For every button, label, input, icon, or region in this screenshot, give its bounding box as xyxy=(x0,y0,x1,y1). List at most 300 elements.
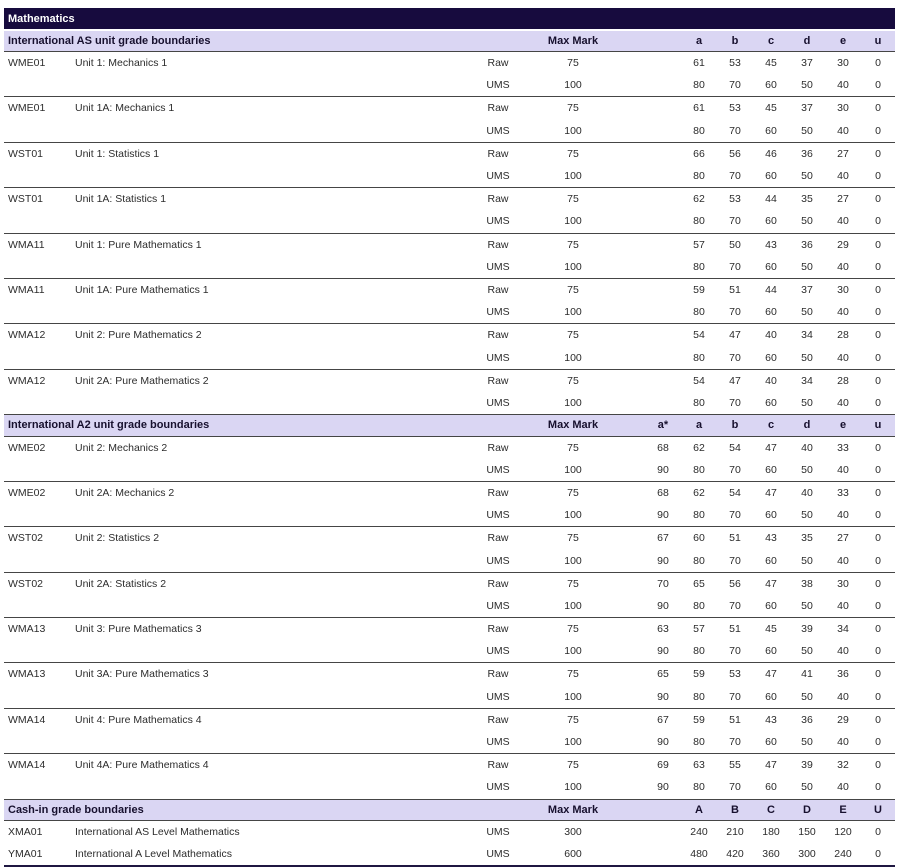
mark-type: Raw xyxy=(471,239,525,251)
grade-boundary-value: 27 xyxy=(825,532,861,544)
grade-boundary-value: 47 xyxy=(753,668,789,680)
unit-group xyxy=(4,324,895,369)
unit-title: International A Level Mathematics xyxy=(71,848,471,860)
unit-group xyxy=(4,437,895,482)
max-mark-value: 100 xyxy=(525,170,621,182)
grade-boundary-value: 70 xyxy=(717,79,753,91)
grade-boundary-value: 60 xyxy=(753,125,789,137)
mark-type: Raw xyxy=(471,375,525,387)
unit-group xyxy=(4,143,895,188)
grade-boundary-value: 240 xyxy=(825,848,861,860)
max-mark-value: 100 xyxy=(525,397,621,409)
grade-boundary-value: 0 xyxy=(861,487,895,499)
max-mark-value: 75 xyxy=(525,193,621,205)
unit-title: Unit 2: Mechanics 2 xyxy=(71,442,471,454)
section-as xyxy=(4,31,895,416)
grade-boundary-row xyxy=(4,709,895,731)
grade-boundary-value: 50 xyxy=(789,509,825,521)
mark-type: Raw xyxy=(471,668,525,680)
grade-boundary-value: 53 xyxy=(717,102,753,114)
mark-type: UMS xyxy=(471,306,525,318)
grade-boundary-value: 60 xyxy=(681,532,717,544)
grade-boundary-row xyxy=(4,165,895,187)
grade-boundary-value: 0 xyxy=(861,555,895,567)
grade-boundary-value: 0 xyxy=(861,215,895,227)
mark-type: UMS xyxy=(471,261,525,273)
grade-boundary-value: 60 xyxy=(753,691,789,703)
unit-title: Unit 2: Pure Mathematics 2 xyxy=(71,329,471,341)
grade-boundary-value: 34 xyxy=(825,623,861,635)
grade-boundary-value: 0 xyxy=(861,442,895,454)
unit-code: WMA13 xyxy=(4,668,71,680)
grade-column-header: a xyxy=(681,35,717,47)
grade-boundary-row xyxy=(4,821,895,843)
grade-boundary-value: 0 xyxy=(861,397,895,409)
grade-boundary-value: 70 xyxy=(717,397,753,409)
mark-type: UMS xyxy=(471,826,525,838)
grade-boundary-value: 38 xyxy=(789,578,825,590)
grade-boundary-row xyxy=(4,640,895,662)
grade-boundary-value: 0 xyxy=(861,600,895,612)
grade-boundary-value: 60 xyxy=(753,170,789,182)
grade-boundary-value: 39 xyxy=(789,759,825,771)
grade-boundary-row xyxy=(4,663,895,685)
grade-boundary-row xyxy=(4,392,895,414)
grade-column-header: b xyxy=(717,419,753,431)
grade-boundary-value: 0 xyxy=(861,668,895,680)
grade-boundary-value: 54 xyxy=(717,442,753,454)
grade-boundary-value: 70 xyxy=(717,464,753,476)
unit-group xyxy=(4,234,895,279)
grade-boundary-value: 0 xyxy=(861,623,895,635)
unit-group xyxy=(4,663,895,708)
grade-boundary-value: 51 xyxy=(717,532,753,544)
grade-boundary-value: 40 xyxy=(825,691,861,703)
max-mark-value: 75 xyxy=(525,102,621,114)
max-mark-value: 600 xyxy=(525,848,621,860)
grade-boundary-value: 80 xyxy=(681,125,717,137)
grade-boundary-value: 50 xyxy=(789,691,825,703)
section-title: Cash-in grade boundaries xyxy=(4,804,471,816)
grade-boundary-value: 0 xyxy=(861,193,895,205)
grade-boundary-value: 70 xyxy=(717,781,753,793)
unit-group xyxy=(4,618,895,663)
grade-boundary-value: 0 xyxy=(861,352,895,364)
grade-column-header: u xyxy=(861,35,895,47)
section-a2 xyxy=(4,415,895,800)
grade-column-header: D xyxy=(789,804,825,816)
grade-boundary-value: 80 xyxy=(681,509,717,521)
max-mark-value: 75 xyxy=(525,578,621,590)
section-header-as xyxy=(4,31,895,53)
unit-title: Unit 2A: Mechanics 2 xyxy=(71,487,471,499)
grade-boundary-value: 50 xyxy=(789,125,825,137)
max-mark-value: 300 xyxy=(525,826,621,838)
grade-boundary-value: 40 xyxy=(825,306,861,318)
grade-boundary-value: 50 xyxy=(789,170,825,182)
grade-boundary-value: 80 xyxy=(681,79,717,91)
grade-boundary-value: 40 xyxy=(825,736,861,748)
grade-column-header: u xyxy=(861,419,895,431)
grade-boundary-value: 62 xyxy=(681,442,717,454)
max-mark-value: 75 xyxy=(525,329,621,341)
grade-boundary-value: 80 xyxy=(681,600,717,612)
grade-boundary-value: 50 xyxy=(789,79,825,91)
grade-boundary-row xyxy=(4,234,895,256)
max-mark-value: 100 xyxy=(525,352,621,364)
grade-boundary-value: 0 xyxy=(861,284,895,296)
grade-boundary-value: 61 xyxy=(681,57,717,69)
unit-title: Unit 1: Mechanics 1 xyxy=(71,57,471,69)
grade-boundary-value: 0 xyxy=(861,759,895,771)
grade-boundary-value: 90 xyxy=(645,691,681,703)
grade-boundary-value: 47 xyxy=(717,375,753,387)
grade-boundary-row xyxy=(4,776,895,798)
grade-boundary-row xyxy=(4,754,895,776)
mark-type: UMS xyxy=(471,555,525,567)
grade-boundary-value: 30 xyxy=(825,57,861,69)
max-mark-value: 100 xyxy=(525,736,621,748)
grade-boundary-value: 37 xyxy=(789,57,825,69)
grade-boundary-value: 47 xyxy=(753,487,789,499)
grade-column-header: E xyxy=(825,804,861,816)
mark-type: UMS xyxy=(471,509,525,521)
grade-column-header: A xyxy=(681,804,717,816)
mark-type: UMS xyxy=(471,781,525,793)
section-cash-in xyxy=(4,800,895,866)
unit-title: Unit 1A: Mechanics 1 xyxy=(71,102,471,114)
grade-column-header: a* xyxy=(645,419,681,431)
grade-boundary-row xyxy=(4,143,895,165)
max-mark-value: 75 xyxy=(525,239,621,251)
unit-code: WST01 xyxy=(4,148,71,160)
unit-group xyxy=(4,843,895,865)
unit-code: YMA01 xyxy=(4,848,71,860)
grade-boundary-value: 70 xyxy=(717,736,753,748)
section-title: International AS unit grade boundaries xyxy=(4,35,471,47)
grade-boundary-value: 0 xyxy=(861,102,895,114)
grade-boundary-row xyxy=(4,279,895,301)
mark-type: UMS xyxy=(471,848,525,860)
grade-boundary-row xyxy=(4,324,895,346)
grade-boundary-value: 0 xyxy=(861,826,895,838)
grade-boundary-value: 70 xyxy=(645,578,681,590)
grade-boundary-value: 80 xyxy=(681,215,717,227)
grade-boundary-value: 60 xyxy=(753,781,789,793)
unit-group xyxy=(4,188,895,233)
grade-boundary-row xyxy=(4,843,895,865)
mark-type: UMS xyxy=(471,125,525,137)
grade-boundary-value: 50 xyxy=(789,464,825,476)
grade-boundary-value: 46 xyxy=(753,148,789,160)
unit-code: WMA13 xyxy=(4,623,71,635)
grade-boundary-row xyxy=(4,459,895,481)
mark-type: Raw xyxy=(471,487,525,499)
unit-group xyxy=(4,370,895,415)
unit-title: Unit 1A: Statistics 1 xyxy=(71,193,471,205)
grade-boundary-value: 54 xyxy=(681,329,717,341)
max-mark-value: 75 xyxy=(525,623,621,635)
grade-boundary-value: 51 xyxy=(717,623,753,635)
grade-boundary-value: 80 xyxy=(681,397,717,409)
grade-boundary-value: 65 xyxy=(681,578,717,590)
unit-group xyxy=(4,527,895,572)
grade-boundary-value: 40 xyxy=(825,600,861,612)
grade-boundary-value: 40 xyxy=(825,170,861,182)
unit-code: WME01 xyxy=(4,57,71,69)
grade-boundary-value: 60 xyxy=(753,600,789,612)
grade-boundary-value: 90 xyxy=(645,736,681,748)
unit-title: Unit 1A: Pure Mathematics 1 xyxy=(71,284,471,296)
mark-type: Raw xyxy=(471,532,525,544)
mark-type: UMS xyxy=(471,352,525,364)
grade-boundary-value: 29 xyxy=(825,714,861,726)
grade-boundary-value: 120 xyxy=(825,826,861,838)
grade-boundary-value: 0 xyxy=(861,848,895,860)
grade-boundary-value: 28 xyxy=(825,375,861,387)
max-mark-value: 100 xyxy=(525,261,621,273)
unit-code: WST02 xyxy=(4,578,71,590)
grade-boundary-value: 50 xyxy=(789,736,825,748)
max-mark-value: 100 xyxy=(525,691,621,703)
max-mark-value: 75 xyxy=(525,375,621,387)
grade-boundary-value: 150 xyxy=(789,826,825,838)
grade-boundary-value: 90 xyxy=(645,781,681,793)
unit-title: Unit 3: Pure Mathematics 3 xyxy=(71,623,471,635)
section-header-a2 xyxy=(4,415,895,437)
grade-boundary-value: 90 xyxy=(645,509,681,521)
grade-boundary-value: 50 xyxy=(789,397,825,409)
grade-boundary-value: 32 xyxy=(825,759,861,771)
mark-type: UMS xyxy=(471,736,525,748)
grade-boundary-value: 40 xyxy=(825,645,861,657)
mark-type: UMS xyxy=(471,464,525,476)
grade-boundary-row xyxy=(4,346,895,368)
grade-boundary-value: 480 xyxy=(681,848,717,860)
grade-boundary-value: 0 xyxy=(861,148,895,160)
grade-boundary-row xyxy=(4,573,895,595)
unit-group xyxy=(4,482,895,527)
grade-boundary-value: 90 xyxy=(645,645,681,657)
max-mark-value: 75 xyxy=(525,668,621,680)
grade-boundary-value: 0 xyxy=(861,375,895,387)
grade-boundary-value: 44 xyxy=(753,193,789,205)
grade-boundary-value: 50 xyxy=(789,261,825,273)
grade-boundary-value: 70 xyxy=(717,170,753,182)
grade-boundary-value: 30 xyxy=(825,578,861,590)
grade-boundary-value: 40 xyxy=(825,555,861,567)
grade-boundary-value: 57 xyxy=(681,623,717,635)
grade-boundary-row xyxy=(4,595,895,617)
max-mark-value: 75 xyxy=(525,148,621,160)
grade-boundary-row xyxy=(4,370,895,392)
grade-boundary-value: 240 xyxy=(681,826,717,838)
grade-boundary-value: 40 xyxy=(825,397,861,409)
grade-boundary-value: 50 xyxy=(789,555,825,567)
unit-code: WMA11 xyxy=(4,284,71,296)
subject-title-bar xyxy=(4,8,895,29)
grade-boundary-value: 45 xyxy=(753,102,789,114)
mark-type: UMS xyxy=(471,215,525,227)
grade-boundary-value: 60 xyxy=(753,261,789,273)
grade-boundary-value: 47 xyxy=(717,329,753,341)
grade-boundary-value: 50 xyxy=(789,215,825,227)
grade-boundary-value: 0 xyxy=(861,170,895,182)
grade-boundary-value: 60 xyxy=(753,352,789,364)
grade-boundary-value: 40 xyxy=(825,352,861,364)
subject-title: Mathematics xyxy=(8,13,75,25)
grade-column-header: d xyxy=(789,35,825,47)
mark-type: UMS xyxy=(471,645,525,657)
unit-title: Unit 1: Statistics 1 xyxy=(71,148,471,160)
grade-boundary-value: 40 xyxy=(825,79,861,91)
grade-boundary-row xyxy=(4,686,895,708)
grade-boundary-row xyxy=(4,256,895,278)
grade-boundary-row xyxy=(4,52,895,74)
unit-group xyxy=(4,709,895,754)
grade-boundary-value: 40 xyxy=(753,375,789,387)
grade-column-header: U xyxy=(861,804,895,816)
grade-boundary-value: 33 xyxy=(825,442,861,454)
grade-boundary-value: 50 xyxy=(789,600,825,612)
grade-boundary-value: 39 xyxy=(789,623,825,635)
grade-boundary-value: 40 xyxy=(825,509,861,521)
max-mark-column-header: Max Mark xyxy=(525,35,621,47)
grade-boundary-value: 67 xyxy=(645,532,681,544)
grade-column-header: C xyxy=(753,804,789,816)
grade-boundary-value: 66 xyxy=(681,148,717,160)
max-mark-value: 75 xyxy=(525,442,621,454)
grade-boundary-row xyxy=(4,74,895,96)
grade-boundary-value: 0 xyxy=(861,532,895,544)
unit-code: XMA01 xyxy=(4,826,71,838)
grade-boundary-value: 43 xyxy=(753,532,789,544)
grade-boundary-value: 0 xyxy=(861,306,895,318)
grade-boundary-value: 90 xyxy=(645,600,681,612)
unit-title: Unit 2A: Statistics 2 xyxy=(71,578,471,590)
grade-boundary-value: 80 xyxy=(681,170,717,182)
max-mark-value: 75 xyxy=(525,487,621,499)
grade-boundary-value: 50 xyxy=(789,781,825,793)
max-mark-value: 75 xyxy=(525,532,621,544)
unit-code: WME02 xyxy=(4,442,71,454)
grade-boundary-value: 0 xyxy=(861,781,895,793)
unit-group xyxy=(4,821,895,843)
max-mark-column-header: Max Mark xyxy=(525,419,621,431)
grade-boundary-value: 56 xyxy=(717,148,753,160)
grade-boundaries-page xyxy=(4,8,895,867)
grade-boundary-value: 60 xyxy=(753,645,789,657)
grade-boundary-value: 69 xyxy=(645,759,681,771)
grade-boundary-value: 0 xyxy=(861,79,895,91)
grade-boundary-value: 360 xyxy=(753,848,789,860)
grade-boundary-value: 70 xyxy=(717,215,753,227)
grade-column-header: e xyxy=(825,35,861,47)
grade-boundary-row xyxy=(4,504,895,526)
grade-boundary-value: 53 xyxy=(717,193,753,205)
max-mark-value: 75 xyxy=(525,759,621,771)
grade-boundary-value: 60 xyxy=(753,397,789,409)
grade-boundary-value: 70 xyxy=(717,125,753,137)
grade-boundary-value: 35 xyxy=(789,193,825,205)
unit-title: Unit 3A: Pure Mathematics 3 xyxy=(71,668,471,680)
grade-boundary-value: 80 xyxy=(681,464,717,476)
grade-boundary-value: 80 xyxy=(681,352,717,364)
grade-boundary-value: 40 xyxy=(753,329,789,341)
grade-boundary-value: 70 xyxy=(717,352,753,364)
grade-boundary-value: 0 xyxy=(861,645,895,657)
grade-boundaries-table xyxy=(4,31,895,867)
unit-title: Unit 4A: Pure Mathematics 4 xyxy=(71,759,471,771)
grade-boundary-value: 56 xyxy=(717,578,753,590)
grade-boundary-value: 40 xyxy=(789,442,825,454)
max-mark-value: 100 xyxy=(525,306,621,318)
grade-column-header: c xyxy=(753,35,789,47)
grade-boundary-value: 40 xyxy=(789,487,825,499)
grade-boundary-value: 36 xyxy=(789,714,825,726)
grade-boundary-row xyxy=(4,301,895,323)
grade-boundary-value: 43 xyxy=(753,239,789,251)
grade-boundary-value: 44 xyxy=(753,284,789,296)
mark-type: Raw xyxy=(471,442,525,454)
grade-boundary-row xyxy=(4,618,895,640)
grade-boundary-value: 36 xyxy=(789,148,825,160)
mark-type: Raw xyxy=(471,623,525,635)
unit-code: WST02 xyxy=(4,532,71,544)
mark-type: Raw xyxy=(471,578,525,590)
grade-boundary-row xyxy=(4,549,895,571)
grade-boundary-value: 60 xyxy=(753,509,789,521)
grade-boundary-value: 60 xyxy=(753,79,789,91)
unit-group xyxy=(4,52,895,97)
grade-boundary-value: 27 xyxy=(825,148,861,160)
grade-boundary-value: 29 xyxy=(825,239,861,251)
grade-boundary-value: 60 xyxy=(753,306,789,318)
unit-code: WST01 xyxy=(4,193,71,205)
grade-boundary-value: 0 xyxy=(861,578,895,590)
max-mark-value: 100 xyxy=(525,600,621,612)
max-mark-value: 100 xyxy=(525,509,621,521)
mark-type: Raw xyxy=(471,148,525,160)
mark-type: Raw xyxy=(471,57,525,69)
grade-boundary-row xyxy=(4,437,895,459)
grade-boundary-value: 70 xyxy=(717,555,753,567)
grade-boundary-value: 55 xyxy=(717,759,753,771)
grade-boundary-value: 80 xyxy=(681,306,717,318)
grade-boundary-value: 80 xyxy=(681,736,717,748)
grade-boundary-value: 63 xyxy=(645,623,681,635)
grade-boundary-value: 80 xyxy=(681,555,717,567)
grade-boundary-value: 62 xyxy=(681,193,717,205)
grade-boundary-value: 47 xyxy=(753,442,789,454)
unit-title: Unit 4: Pure Mathematics 4 xyxy=(71,714,471,726)
unit-group xyxy=(4,97,895,142)
grade-boundary-value: 180 xyxy=(753,826,789,838)
grade-boundary-value: 60 xyxy=(753,215,789,227)
grade-boundary-value: 43 xyxy=(753,714,789,726)
max-mark-value: 100 xyxy=(525,555,621,567)
max-mark-value: 100 xyxy=(525,215,621,227)
grade-boundary-value: 35 xyxy=(789,532,825,544)
grade-boundary-value: 40 xyxy=(825,125,861,137)
mark-type: Raw xyxy=(471,759,525,771)
mark-type: UMS xyxy=(471,691,525,703)
unit-code: WMA11 xyxy=(4,239,71,251)
max-mark-value: 100 xyxy=(525,645,621,657)
grade-boundary-value: 90 xyxy=(645,464,681,476)
unit-title: International AS Level Mathematics xyxy=(71,826,471,838)
grade-boundary-value: 61 xyxy=(681,102,717,114)
